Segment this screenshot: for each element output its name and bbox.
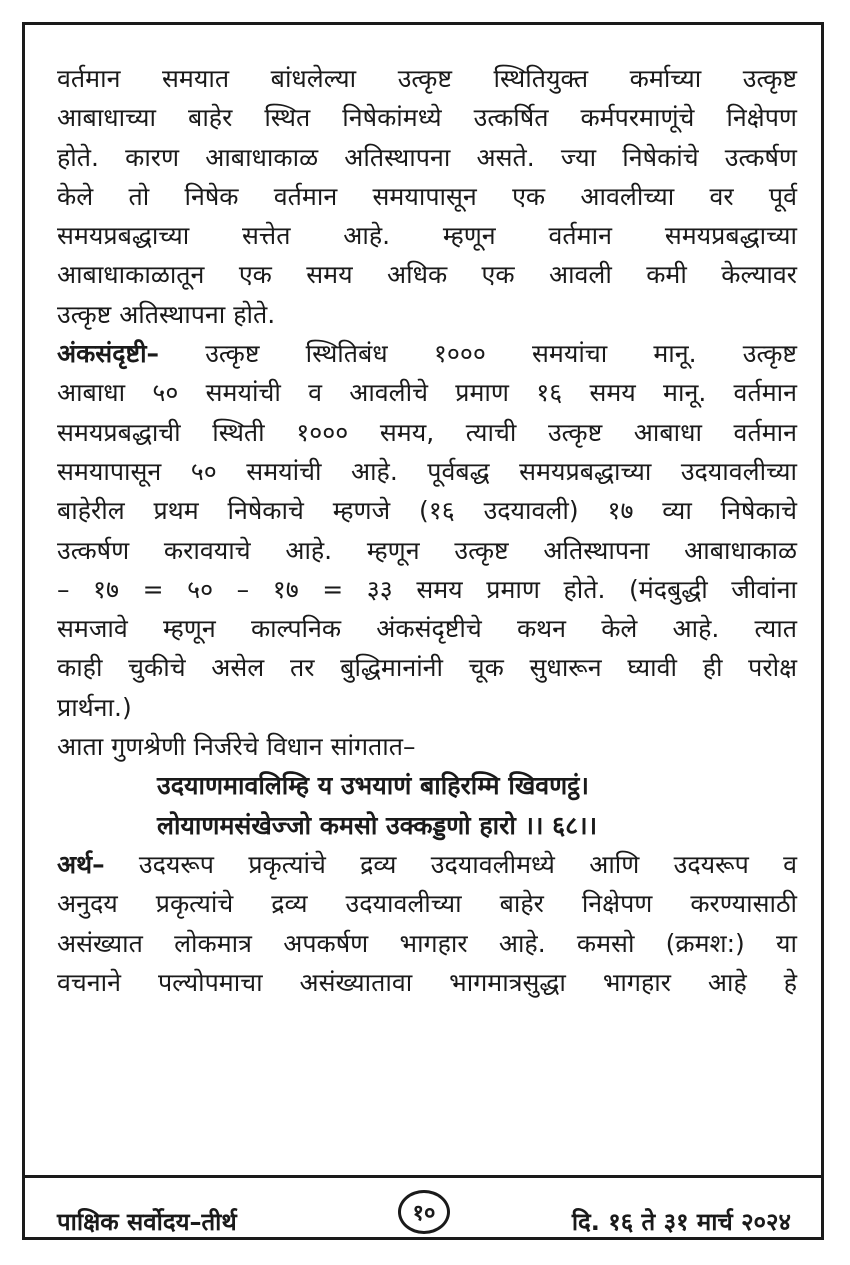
para2-line: – १७ = ५० – १७ = ३३ समय प्रमाण होते. (मंदबुद्धी जीवांना xyxy=(57,574,797,604)
para2-line: उत्कर्षण करावयाचे आहे. म्हणून उत्कृष्ट अतिस्थापना आबाधाकाळ xyxy=(57,535,797,565)
para3-line: वचनाने पल्योपमाचा असंख्यातावा भागमात्रसुद्धा भागहार आहे हे xyxy=(57,967,797,997)
page-content xyxy=(57,59,797,1002)
para1-line: उत्कृष्ट अतिस्थापना होते. xyxy=(57,299,276,329)
footer-publication: पाक्षिक सर्वोदय–तीर्थ xyxy=(57,1208,237,1236)
verse-line: उदयाणमावलिम्हि य उभयाणं बाहिरम्मि खिवणट्ठं। xyxy=(157,771,589,801)
footer-divider xyxy=(25,1175,821,1178)
para3-line xyxy=(57,845,797,884)
footer-date: दि. १६ ते ३१ मार्च २०२४ xyxy=(571,1208,791,1236)
verse-line: लोयाणमसंखेज्जो कमसो उक्कड्डणो हारो ।। ६८।। xyxy=(157,810,598,840)
para1-line: आबाधाच्या बाहेर स्थित निषेकांमध्ये उत्कर्षित कर्मपरमाणूंचे निक्षेपण xyxy=(57,103,797,133)
para2-heading: अंकसंदृष्टी– xyxy=(57,339,160,369)
para3-heading: अर्थ– xyxy=(57,849,105,879)
para1-line: वर्तमान समयात बांधलेल्या उत्कृष्ट स्थितियुक्त कर्माच्या उत्कृष्ट xyxy=(57,64,797,93)
para1-line: आबाधाकाळातून एक समय अधिक एक आवली कमी केल्यावर xyxy=(57,260,797,290)
para1-line: समयप्रबद्धाच्या सत्तेत आहे. म्हणून वर्तमान समयप्रबद्धाच्या xyxy=(57,221,797,251)
page-frame xyxy=(22,22,824,1240)
para3-line: असंख्यात लोकमात्र अपकर्षण भागहार आहे. कमसो (क्रमश:) या xyxy=(57,928,797,958)
para2-line-text: उत्कृष्ट स्थितिबंध १००० समयांचा मानू. उत्कृष्ट xyxy=(159,339,797,369)
para2-line: बाहेरील प्रथम निषेकाचे म्हणजे (१६ उदयावली) १७ व्या निषेकाचे xyxy=(57,496,797,526)
para2-line: प्रार्थना.) xyxy=(57,692,132,722)
page-number: १० xyxy=(398,1190,450,1234)
para1-line: केले तो निषेक वर्तमान समयापासून एक आवलीच्या वर पूर्व xyxy=(57,181,797,211)
para1-line: होते. कारण आबाधाकाळ अतिस्थापना असते. ज्या निषेकांचे उत्कर्षण xyxy=(57,142,797,172)
para3-line: अनुदय प्रकृत्यांचे द्रव्य उदयावलीच्या बाहेर निक्षेपण करण्यासाठी xyxy=(57,889,797,919)
para2-line: समयप्रबद्धाची स्थिती १००० समय, त्याची उत्कृष्ट आबाधा वर्तमान xyxy=(57,417,797,447)
para2-line: समजावे म्हणून काल्पनिक अंकसंदृष्टीचे कथन केले आहे. त्यात xyxy=(57,614,797,644)
para2-line: काही चुकीचे असेल तर बुद्धिमानांनी चूक सुधारून घ्यावी ही परोक्ष xyxy=(57,653,797,683)
para2-line: समयापासून ५० समयांची आहे. पूर्वबद्ध समयप्रबद्धाच्या उदयावलीच्या xyxy=(57,456,797,486)
para2-line xyxy=(57,334,797,373)
para3-line-text: उदयरूप प्रकृत्यांचे द्रव्य उदयावलीमध्ये आणि उदयरूप व xyxy=(104,849,797,879)
intro-line: आता गुणश्रेणी निर्जरेचे विधान सांगतात– xyxy=(57,732,416,762)
para2-line: आबाधा ५० समयांची व आवलीचे प्रमाण १६ समय मानू. वर्तमान xyxy=(57,378,797,408)
